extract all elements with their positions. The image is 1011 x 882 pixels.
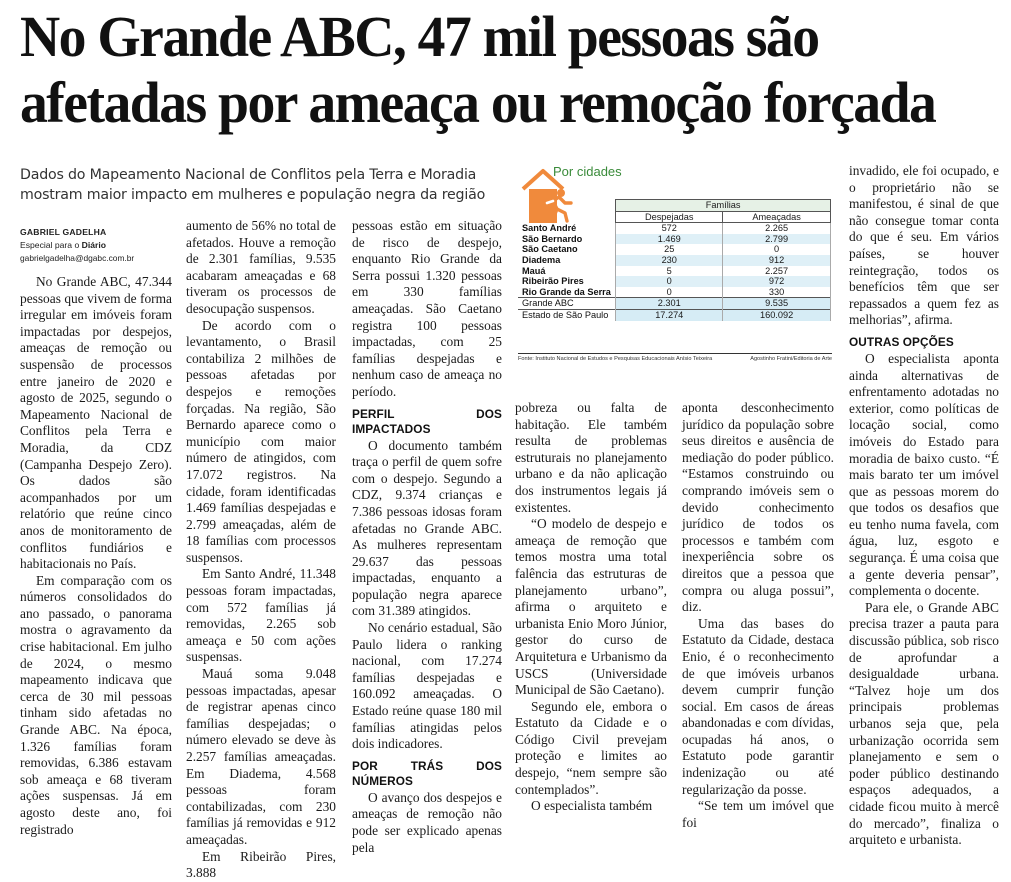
- author-role: [20, 239, 172, 252]
- ameacadas-cell: 912: [723, 255, 831, 266]
- article-column-3: [352, 218, 502, 856]
- column-1-text: [20, 274, 172, 838]
- paragraph: aumento de 56% no total de afetados. Houve a remoção de 2.301 famílias, 9.535 acabaram ameaçadas e 68 tiveram os processos de desocupação suspensos.: [186, 218, 336, 316]
- paragraph: No Grande ABC, 47.344 pessoas que vivem de forma irregular em imóveis foram impactadas por despejos, ameaças de remoção ou suspensão de processos entre janeiro de 2020 e agosto de 2025, segundo o Mapeamento Nacional de Conflitos pela Terra e Moradia, da CDZ (Campanha Despejo Zero). Os dados são acompanhados por um relatório que reúne cinco anos de monitoramento de conflitos fundiários e habitacionais no País.: [20, 274, 172, 572]
- header-ameacadas: Ameaçadas: [723, 211, 831, 223]
- outlet-name: Diário: [81, 240, 106, 250]
- ameacadas-cell: 160.092: [723, 309, 831, 320]
- paragraph: invadido, ele foi ocupado, e o proprietário não se manifestou, é sinal de que não consegue tomar conta do que é seu. Em vários países, se houver reintegração, todos os benefícios têm que ser repassados a quem fez as melhorias”, afirma.: [849, 163, 999, 328]
- article-column-5: [682, 400, 834, 831]
- city-cell: Diadema: [518, 255, 616, 266]
- column-5-text: [682, 400, 834, 831]
- paragraph: Mauá soma 9.048 pessoas impactadas, apesar de registrar apenas cinco famílias despejadas; o número elevado se deve às 2.257 famílias ameaçadas. Em Diadema, 4.568 pessoas foram contabilizadas, com 230 famílias já removidas e 912 ameaçadas.: [186, 666, 336, 847]
- table-row: [518, 244, 831, 255]
- table-body: [518, 223, 831, 298]
- headline: No Grande ABC, 47 mil pessoas são afetadas por ameaça ou remoção forçada: [20, 4, 936, 135]
- byline: [20, 226, 172, 271]
- table-row: [518, 298, 831, 310]
- section-heading-bastidores: POR TRÁS DOS NÚMEROS: [352, 758, 502, 788]
- header-despejadas: Despejadas: [616, 211, 723, 223]
- paragraph: Segundo ele, embora o Estatuto da Cidade e o Código Civil prevejam proteção e limites ao despejo, “nem sempre são contemplados”.: [515, 698, 667, 797]
- city-cell: São Caetano: [518, 244, 616, 255]
- city-cell: Mauá: [518, 266, 616, 277]
- article-column-4: [515, 400, 667, 815]
- ameacadas-cell: 972: [723, 276, 831, 287]
- table-row: [518, 255, 831, 266]
- paragraph: O avanço dos despejos e ameaças de remoção não pode ser explicado apenas pela: [352, 789, 502, 855]
- city-cell: Estado de São Paulo: [518, 309, 616, 320]
- section-heading-opcoes: OUTRAS OPÇÕES: [849, 334, 954, 349]
- despejadas-cell: 0: [616, 287, 723, 298]
- ameacadas-cell: 2.257: [723, 266, 831, 277]
- paragraph: O especialista aponta ainda alternativas de enfrentamento adotadas no exterior, como políticas de locação social, como imóveis do Estado para moradia de baixo custo. “É mais barato ter um imóvel que as pessoas morem do que todos os desafios que eu tenho numa favela, com água, luz, esgoto e segurança. É uma coisa que a gente deveria pensar”, complementa o docente.: [849, 350, 999, 599]
- column-2-text: [186, 218, 336, 882]
- column-6-text-a: [849, 163, 999, 329]
- despejadas-cell: 5: [616, 266, 723, 277]
- column-6-text-b: [849, 351, 999, 849]
- city-cell: Grande ABC: [518, 298, 616, 310]
- paragraph: Em Santo André, 11.348 pessoas foram impactadas, com 572 famílias já removidas, 2.265 sob ameaça e 50 com ações suspensas.: [186, 566, 336, 665]
- ameacadas-cell: 9.535: [723, 298, 831, 310]
- subtitle: Dados do Mapeamento Nacional de Conflitos pela Terra e Moradia mostram maior impacto em mulheres e população negra da região: [20, 167, 486, 203]
- despejadas-cell: 2.301: [616, 298, 723, 310]
- paragraph: “O modelo de despejo e ameaça de remoção que temos mostra uma total falência das estruturas de planejamento urbano”, afirma o arquiteto e urbanista Enio Moro Júnior, gestor do curso de Arquitetura e Urbanismo da USCS (Universidade Municipal de São Caetano).: [515, 516, 667, 698]
- article-column-6: [849, 163, 999, 849]
- column-4-text: [515, 400, 667, 815]
- column-3-text-c: [352, 790, 502, 856]
- despejadas-cell: 25: [616, 244, 723, 255]
- city-cell: Rio Grande da Serra: [518, 287, 616, 298]
- cities-table: [518, 199, 831, 321]
- paragraph: pessoas estão em situação de risco de despejo, enquanto Rio Grande da Serra possui 1.320 pessoas em 330 famílias ameaçadas. São Caetano registra 100 pessoas impactadas, com 25 famílias despejadas e nenhum caso de ameaça no período.: [352, 218, 502, 399]
- paragraph: O documento também traça o perfil de quem sofre com o despejo. Segundo a CDZ, 9.374 crianças e 7.386 pessoas idosas foram afetadas no Grande ABC. As mulheres representam 29.637 das pessoas impactadas, enquanto a população negra aparece com 31.389 atingidos.: [352, 437, 502, 619]
- section-heading-perfil: PERFIL DOS IMPACTADOS: [352, 406, 502, 436]
- infographic-por-cidades: [515, 163, 835, 368]
- paragraph: O especialista também: [531, 798, 653, 814]
- column-3-text-b: [352, 438, 502, 753]
- paragraph: Em Ribeirão Pires, 3.888: [186, 848, 336, 881]
- table-totals: [518, 298, 831, 321]
- infographic-title: Por cidades: [553, 164, 622, 179]
- paragraph: Para ele, o Grande ABC precisa trazer a pauta para discussão pública, sob risco de aprofundar a desigualdade urbana. “Talvez hoje um dos principais problemas urbanos seja que, pela urbanização ocorrida sem planejamento e sem o poder público destinando espaços adequados, a cidade ficou muito à mercê do mercado”, finaliza o arquiteto e urbanista.: [849, 599, 999, 848]
- city-cell: Santo André: [518, 223, 616, 234]
- city-cell: São Bernardo: [518, 234, 616, 245]
- infographic-footer: [518, 353, 832, 362]
- table-row: [518, 309, 831, 320]
- despejadas-cell: 1.469: [616, 234, 723, 245]
- despejadas-cell: 572: [616, 223, 723, 234]
- ameacadas-cell: 330: [723, 287, 831, 298]
- table-row: [518, 276, 831, 287]
- despejadas-cell: 230: [616, 255, 723, 266]
- ameacadas-cell: 2.799: [723, 234, 831, 245]
- column-3-text-a: [352, 218, 502, 401]
- author-name: GABRIEL GADELHA: [20, 227, 107, 237]
- header-familias: Famílias: [616, 200, 831, 212]
- table-row: [518, 234, 831, 245]
- city-cell: Ribeirão Pires: [518, 276, 616, 287]
- paragraph: pobreza ou falta de habitação. Ele também resulta de problemas estruturais no planejamento urbano e da não aplicação dos instrumentos legais já existentes.: [515, 400, 667, 515]
- article-column-1: [20, 226, 172, 838]
- ameacadas-cell: 0: [723, 244, 831, 255]
- paragraph: “Se tem um imóvel que foi: [682, 798, 834, 830]
- paragraph: No cenário estadual, São Paulo lidera o ranking nacional, com 17.274 famílias despejadas e 160.092 ameaçadas. O Estado reúne quase 180 mil famílias atingidas pelos dois indicadores.: [352, 620, 502, 752]
- author-email: gabrielgadelha@dgabc.com.br: [20, 253, 135, 263]
- source-note: Fonte: Instituto Nacional de Estudos e Pesquisas Educacionais Anísio Teixeira: [518, 356, 713, 362]
- author-role-prefix: Especial para o: [20, 240, 82, 250]
- table-row: [518, 266, 831, 277]
- table-row: [518, 287, 831, 298]
- paragraph: De acordo com o levantamento, o Brasil contabiliza 2 milhões de pessoas afetadas por despejos e remoções forçadas. Na região, São Bernardo aparece como o município com maior número de atingidos, com 17.072 registros. Na cidade, foram identificadas 1.469 famílias despejadas e 2.799 ameaçadas, além de 18 famílias com processos suspensos.: [186, 317, 336, 565]
- table-header-row: [518, 211, 831, 223]
- ameacadas-cell: 2.265: [723, 223, 831, 234]
- paragraph: Em comparação com os números consolidados do ano passado, o panorama mostra o agravamento da crise habitacional. Em julho de 2024, o mesmo mapeamento indicava que cerca de 30 mil pessoas tinham sido afetadas no Grande ABC. Na época, 1.326 famílias foram removidas, 6.386 estavam sob ameaça e 68 tiveram ações suspensas. Já em agosto deste ano, foi registrado: [20, 572, 172, 837]
- table-row: [518, 223, 831, 234]
- paragraph: Uma das bases do Estatuto da Cidade, destaca Enio, é o reconhecimento de que imóveis urbanos devem cumprir função social. Em casos de áreas abandonadas e com dívidas, ocupadas há anos, o Estatuto pode garantir indenização ou até regularização da posse.: [682, 615, 834, 797]
- table-header-group: [518, 200, 831, 212]
- despejadas-cell: 17.274: [616, 309, 723, 320]
- art-credit: Agostinho Fratini/Editoria de Arte: [750, 356, 832, 362]
- despejadas-cell: 0: [616, 276, 723, 287]
- paragraph: aponta desconhecimento jurídico da população sobre seus direitos e ausência de mediação do poder público. “Estamos construindo ou comprando imóveis sem o devido conhecimento jurídico de todos os processos e também com inexperiência sobre os direitos que a pessoa que compra ou aluga possui”, diz.: [682, 400, 834, 615]
- article-column-2: [186, 218, 336, 882]
